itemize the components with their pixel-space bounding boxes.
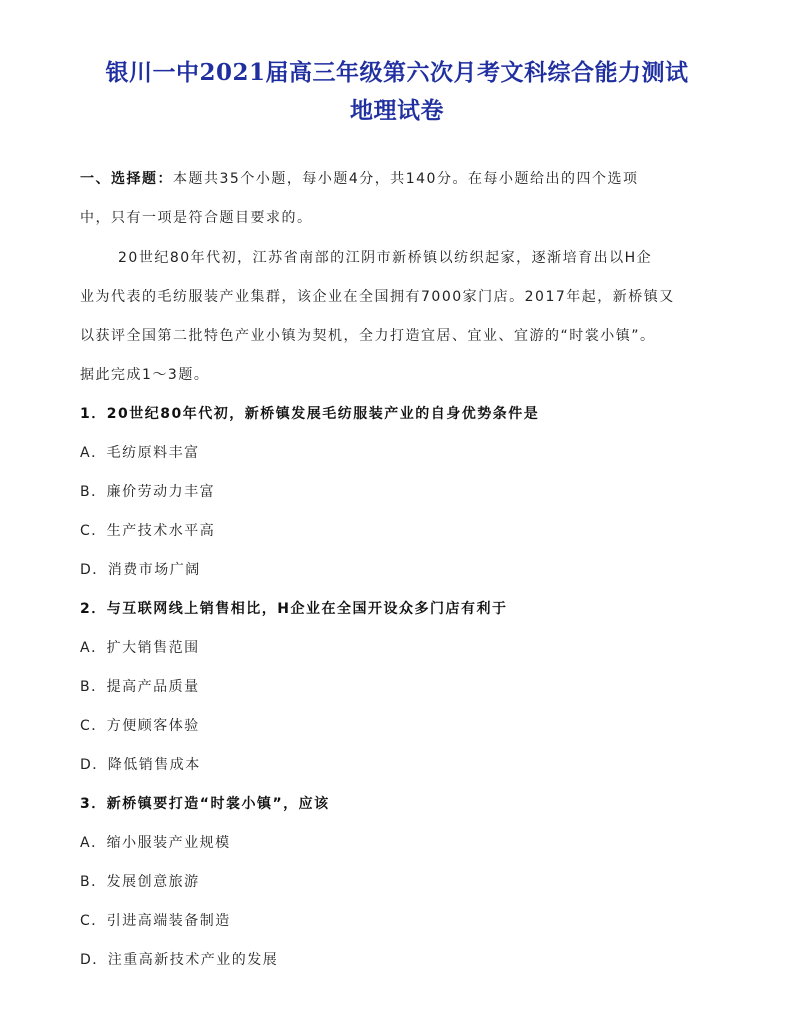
question-2-option-d: D．降低销售成本: [80, 757, 201, 773]
question-1-option-d: D．消费市场广阔: [80, 562, 201, 578]
passage-line: 业为代表的毛纺服装产业集群，该企业在全国拥有7000家门店。2017年起，新桥镇又: [80, 289, 675, 305]
document-title: 银川一中2021届高三年级第六次月考文科综合能力测试: [105, 59, 689, 86]
question-2-option-b: B．提高产品质量: [80, 679, 200, 695]
question-3-option-a: A．缩小服装产业规模: [80, 835, 231, 851]
question-3-option-c: C．引进高端装备制造: [80, 913, 231, 929]
passage-line: 据此完成1～3题。: [80, 367, 210, 383]
section-label: 一、选择题：: [80, 171, 173, 187]
section-intro-line-1: [80, 169, 720, 189]
question-2-option-c: C．方便顾客体验: [80, 718, 200, 734]
passage-line: 20世纪80年代初，江苏省南部的江阴市新桥镇以纺织起家，逐渐培育出以H企: [118, 250, 653, 266]
question-3-option-d: D．注重高新技术产业的发展: [80, 952, 279, 968]
passage-line: 以获评全国第二批特色产业小镇为契机，全力打造宜居、宜业、宜游的“时裳小镇”。: [80, 328, 656, 344]
question-3-stem: 3．新桥镇要打造“时裳小镇”，应该: [80, 796, 330, 812]
question-1-stem: 1．20世纪80年代初，新桥镇发展毛纺服装产业的自身优势条件是: [80, 406, 540, 422]
question-1-option-c: C．生产技术水平高: [80, 523, 216, 539]
question-1-option-a: A．毛纺原料丰富: [80, 445, 200, 461]
question-2-stem: 2．与互联网线上销售相比，H企业在全国开设众多门店有利于: [80, 601, 508, 617]
section-intro-line-2: 中，只有一项是符合题目要求的。: [80, 210, 313, 226]
question-3-option-b: B．发展创意旅游: [80, 874, 200, 890]
question-1-option-b: B．廉价劳动力丰富: [80, 484, 216, 500]
question-2-option-a: A．扩大销售范围: [80, 640, 200, 656]
document-subtitle: 地理试卷: [350, 97, 444, 124]
section-intro-text: 本题共35个小题，每小题4分，共140分。在每小题给出的四个选项: [173, 171, 639, 187]
